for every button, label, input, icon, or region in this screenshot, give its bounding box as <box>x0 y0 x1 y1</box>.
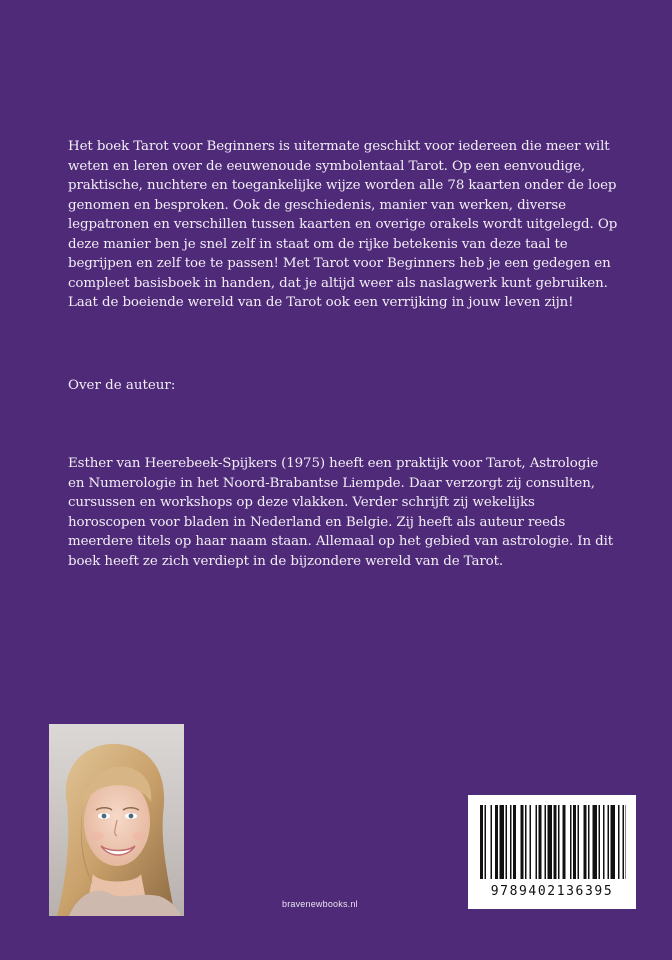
barcode-bar <box>608 805 610 879</box>
barcode-bar <box>593 805 598 879</box>
blurb-line: deze manier ben je snel zelf in staat om de rijke betekenis van deze taal te <box>68 236 568 252</box>
blurb-line: genomen en besproken. Ook de geschiedenis, manier van werken, diverse <box>68 197 566 213</box>
author-bio-line: horoscopen voor bladen in Nederland en Belgie. Zij heeft als auteur reeds <box>68 514 566 530</box>
blurb-line: weten en leren over de eeuwenoude symbolentaal Tarot. Op een eenvoudige, <box>68 158 586 174</box>
blurb-line: Laat de boeiende wereld van de Tarot ook een verrijking in jouw leven zijn! <box>68 295 574 310</box>
author-bio-line: meerdere titels op haar naam staan. Allemaal op het gebied van astrologie. In dit <box>68 534 614 549</box>
barcode-bar <box>611 805 616 879</box>
barcode-bar <box>485 805 487 879</box>
author-portrait-illustration <box>49 724 184 916</box>
barcode-bar <box>584 805 587 879</box>
barcode-bar <box>588 805 590 879</box>
barcode-bar <box>536 805 538 879</box>
barcode-bar <box>513 805 516 879</box>
publisher-url: bravenewbooks.nl <box>282 899 358 909</box>
barcode-bar <box>500 805 505 879</box>
barcode-bar <box>599 805 601 879</box>
barcode-bar <box>554 805 557 879</box>
barcode-bar <box>626 805 627 879</box>
barcode-bar <box>603 805 605 879</box>
barcode-bar <box>578 805 580 879</box>
blurb-line: praktische, nuchtere en toegankelijke wijze worden alle 78 kaarten onder de loep <box>68 178 617 193</box>
barcode-bar <box>491 805 493 879</box>
author-bio-line: en Numerologie in het Noord-Brabantse Liempde. Daar verzorgt zij consulten, <box>68 475 595 491</box>
author-bio-line: Esther van Heerebeek-Spijkers (1975) heeft een praktijk voor Tarot, Astrologie <box>68 456 599 471</box>
blurb-line: Het boek Tarot voor Beginners is uitermate geschikt voor iedereen die meer wilt <box>68 139 610 154</box>
barcode-bar <box>480 805 483 879</box>
barcode-bar <box>506 805 508 879</box>
barcode-bar <box>563 805 566 879</box>
author-bio <box>68 454 614 571</box>
author-bio-line: boek heeft ze zich verdiept in de bijzondere wereld van de Tarot. <box>68 553 504 569</box>
barcode-bar <box>618 805 620 879</box>
isbn-number: 9789402136395 <box>490 884 614 899</box>
blurb-line: compleet basisboek in handen, dat je altijd weer als naslagwerk kunt gebruiken. <box>68 275 608 291</box>
author-heading: Over de auteur: <box>68 378 176 393</box>
blurb-line: begrijpen en zelf toe te passen! Met Tarot voor Beginners heb je een gedegen en <box>68 256 611 271</box>
barcode-bar <box>525 805 527 879</box>
barcode-bar <box>530 805 532 879</box>
barcode-bar <box>558 805 560 879</box>
barcode-bar <box>495 805 498 879</box>
barcode-bar <box>539 805 542 879</box>
barcode-bar <box>545 805 547 879</box>
author-bio-line: cursussen en workshops op deze vlakken. Verder schrijft zij wekelijks <box>68 495 535 510</box>
barcode-bar <box>510 805 512 879</box>
author-photo <box>49 724 184 916</box>
barcode <box>468 795 636 909</box>
book-blurb <box>68 137 618 313</box>
barcode-bar <box>623 805 625 879</box>
barcode-bar <box>570 805 572 879</box>
barcode-bar <box>548 805 553 879</box>
blurb-line: legpatronen en verschillen tussen kaarten en overige orakels wordt uitgelegd. Op <box>68 217 618 232</box>
barcode-bar <box>521 805 524 879</box>
barcode-bar <box>573 805 576 879</box>
